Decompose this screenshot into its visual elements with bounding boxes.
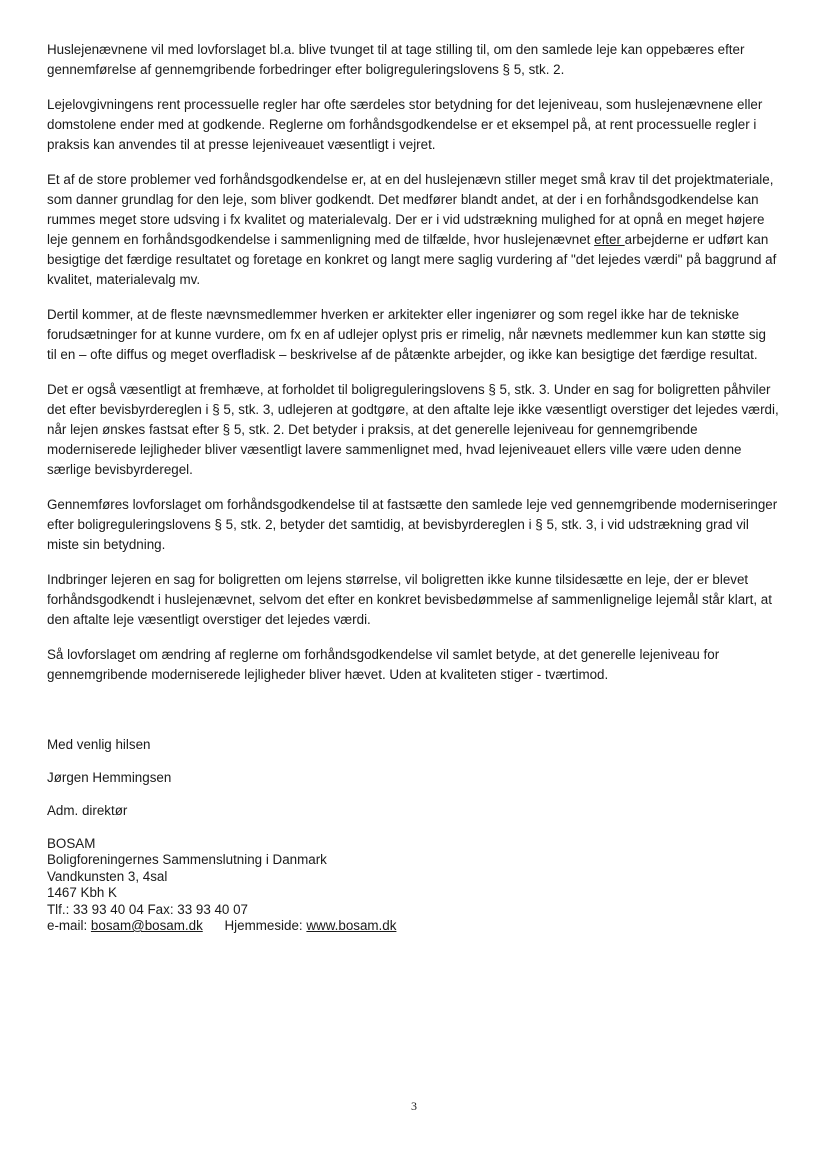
greeting: Med venlig hilsen [47,737,151,752]
paragraph-3-text-before: Et af de store problemer ved forhåndsgodkendelse er, at en del huslejenævn stiller meget små krav til det projektmateriale, som danner grundlag for den leje, som bliver godkendt. Det medfører blandt andet, at der i en forhåndsgodkendelse kan rummes meget store udsving i fx kvalitet og materialevalg. Der er i vid udstrækning mulighed for at opnå en meget højere leje gennem en forhåndsgodkendelse i sammenligning med de tilfælde, hvor huslejenævnet [47,172,774,247]
email-link[interactable]: bosam@bosam.dk [90,918,203,934]
website-link[interactable]: www.bosam.dk [306,918,397,934]
paragraph-2: Lejelovgivningens rent processuelle regler har ofte særdeles stor betydning for det lejeniveau, som huslejenævnene eller domstolene ender med at godkende. Reglerne om forhåndsgodkendelse er et eksempel på, at rent processuelle regler i praksis kan anvendes til at presse lejeniveauet væsentligt i vejret. [47,97,763,152]
paragraph-5: Det er også væsentligt at fremhæve, at forholdet til boligreguleringslovens § 5, stk. 3. Under en sag for boligretten påhviler det efter bevisbyrdereglen i § 5, stk. 3, udlejeren at godtgøre, at den aftalte leje ikke væsentligt overstiger det lejedes værdi, når lejen ønskes fastsat efter § 5, stk. 2. Det betyder i praksis, at det generelle lejeniveau for gennemgribende moderniserede lejligheder bliver væsentligt lavere sammenlignet med, hvad lejeniveauet ellers ville være uden denne særlige bevisbyrderegel. [47,382,779,477]
signer-title: Adm. direktør [47,803,128,818]
email-website-line [47,918,779,934]
paragraph-3 [47,170,779,290]
email-label: e-mail: [47,918,88,934]
paragraph-8: Så lovforslaget om ændring af reglerne om forhåndsgodkendelse vil samlet betyde, at det generelle lejeniveau for gennemgribende moderniserede lejligheder bliver hævet. Uden at kvaliteten stiger - tværtimod. [47,647,720,682]
paragraph-6: Gennemføres lovforslaget om forhåndsgodkendelse til at fastsætte den samlede leje ved gennemgribende moderniseringer efter boligreguleringslovens § 5, stk. 2, betyder det samtidig, at bevisbyrdereglen i § 5, stk. 3, i vid udstrækning grad vil miste sin betydning. [47,497,778,552]
paragraph-3-text-after: arbejderne er udført kan besigtige det færdige resultatet og foretage en konkret og langt mere saglig vurdering af "det lejedes værdi" på baggrund af kvalitet, materialevalg mv. [47,232,777,287]
contact-block [47,836,779,934]
underlined-word-efter: efter [594,232,625,247]
paragraph-1: Huslejenævnene vil med lovforslaget bl.a. blive tvunget til at tage stilling til, om den samlede leje kan oppebæres efter gennemførelse af gennemgribende forbedringer efter boligreguleringslovens § 5, stk. 2. [47,42,745,77]
org-full-name: Boligforeningernes Sammenslutning i Danmark [47,852,327,868]
website-label: Hjemmeside: [224,918,303,934]
signer-name: Jørgen Hemmingsen [47,770,172,785]
org-city: 1467 Kbh K [47,885,117,901]
paragraph-4: Dertil kommer, at de fleste nævnsmedlemmer hverken er arkitekter eller ingeniører og som regel ikke har de tekniske forudsætninger for at kunne vurdere, om fx en af udlejer oplyst pris er rimelig, når nævnets medlemmer kun kan støtte sig til en – ofte diffus og meget overfladisk – beskrivelse af de påtænkte arbejder, og ikke kan besigtige det færdige resultat. [47,307,766,362]
signature-block [47,735,779,821]
letter-body [47,40,779,934]
page-number: 3 [411,1099,417,1113]
paragraph-7: Indbringer lejeren en sag for boligretten om lejens størrelse, vil boligretten ikke kunne tilsidesætte en leje, der er blevet forhåndsgodkendt i huslejenævnet, selvom det efter en konkret bevisbedømmelse af sammenlignelige lejemål står klart, at den aftalte leje væsentligt overstiger det lejedes værdi. [47,572,772,627]
org-address: Vandkunsten 3, 4sal [47,868,168,884]
org-short-name: BOSAM [47,836,96,851]
phone-fax-line: Tlf.: 33 93 40 04 Fax: 33 93 40 07 [47,901,248,917]
